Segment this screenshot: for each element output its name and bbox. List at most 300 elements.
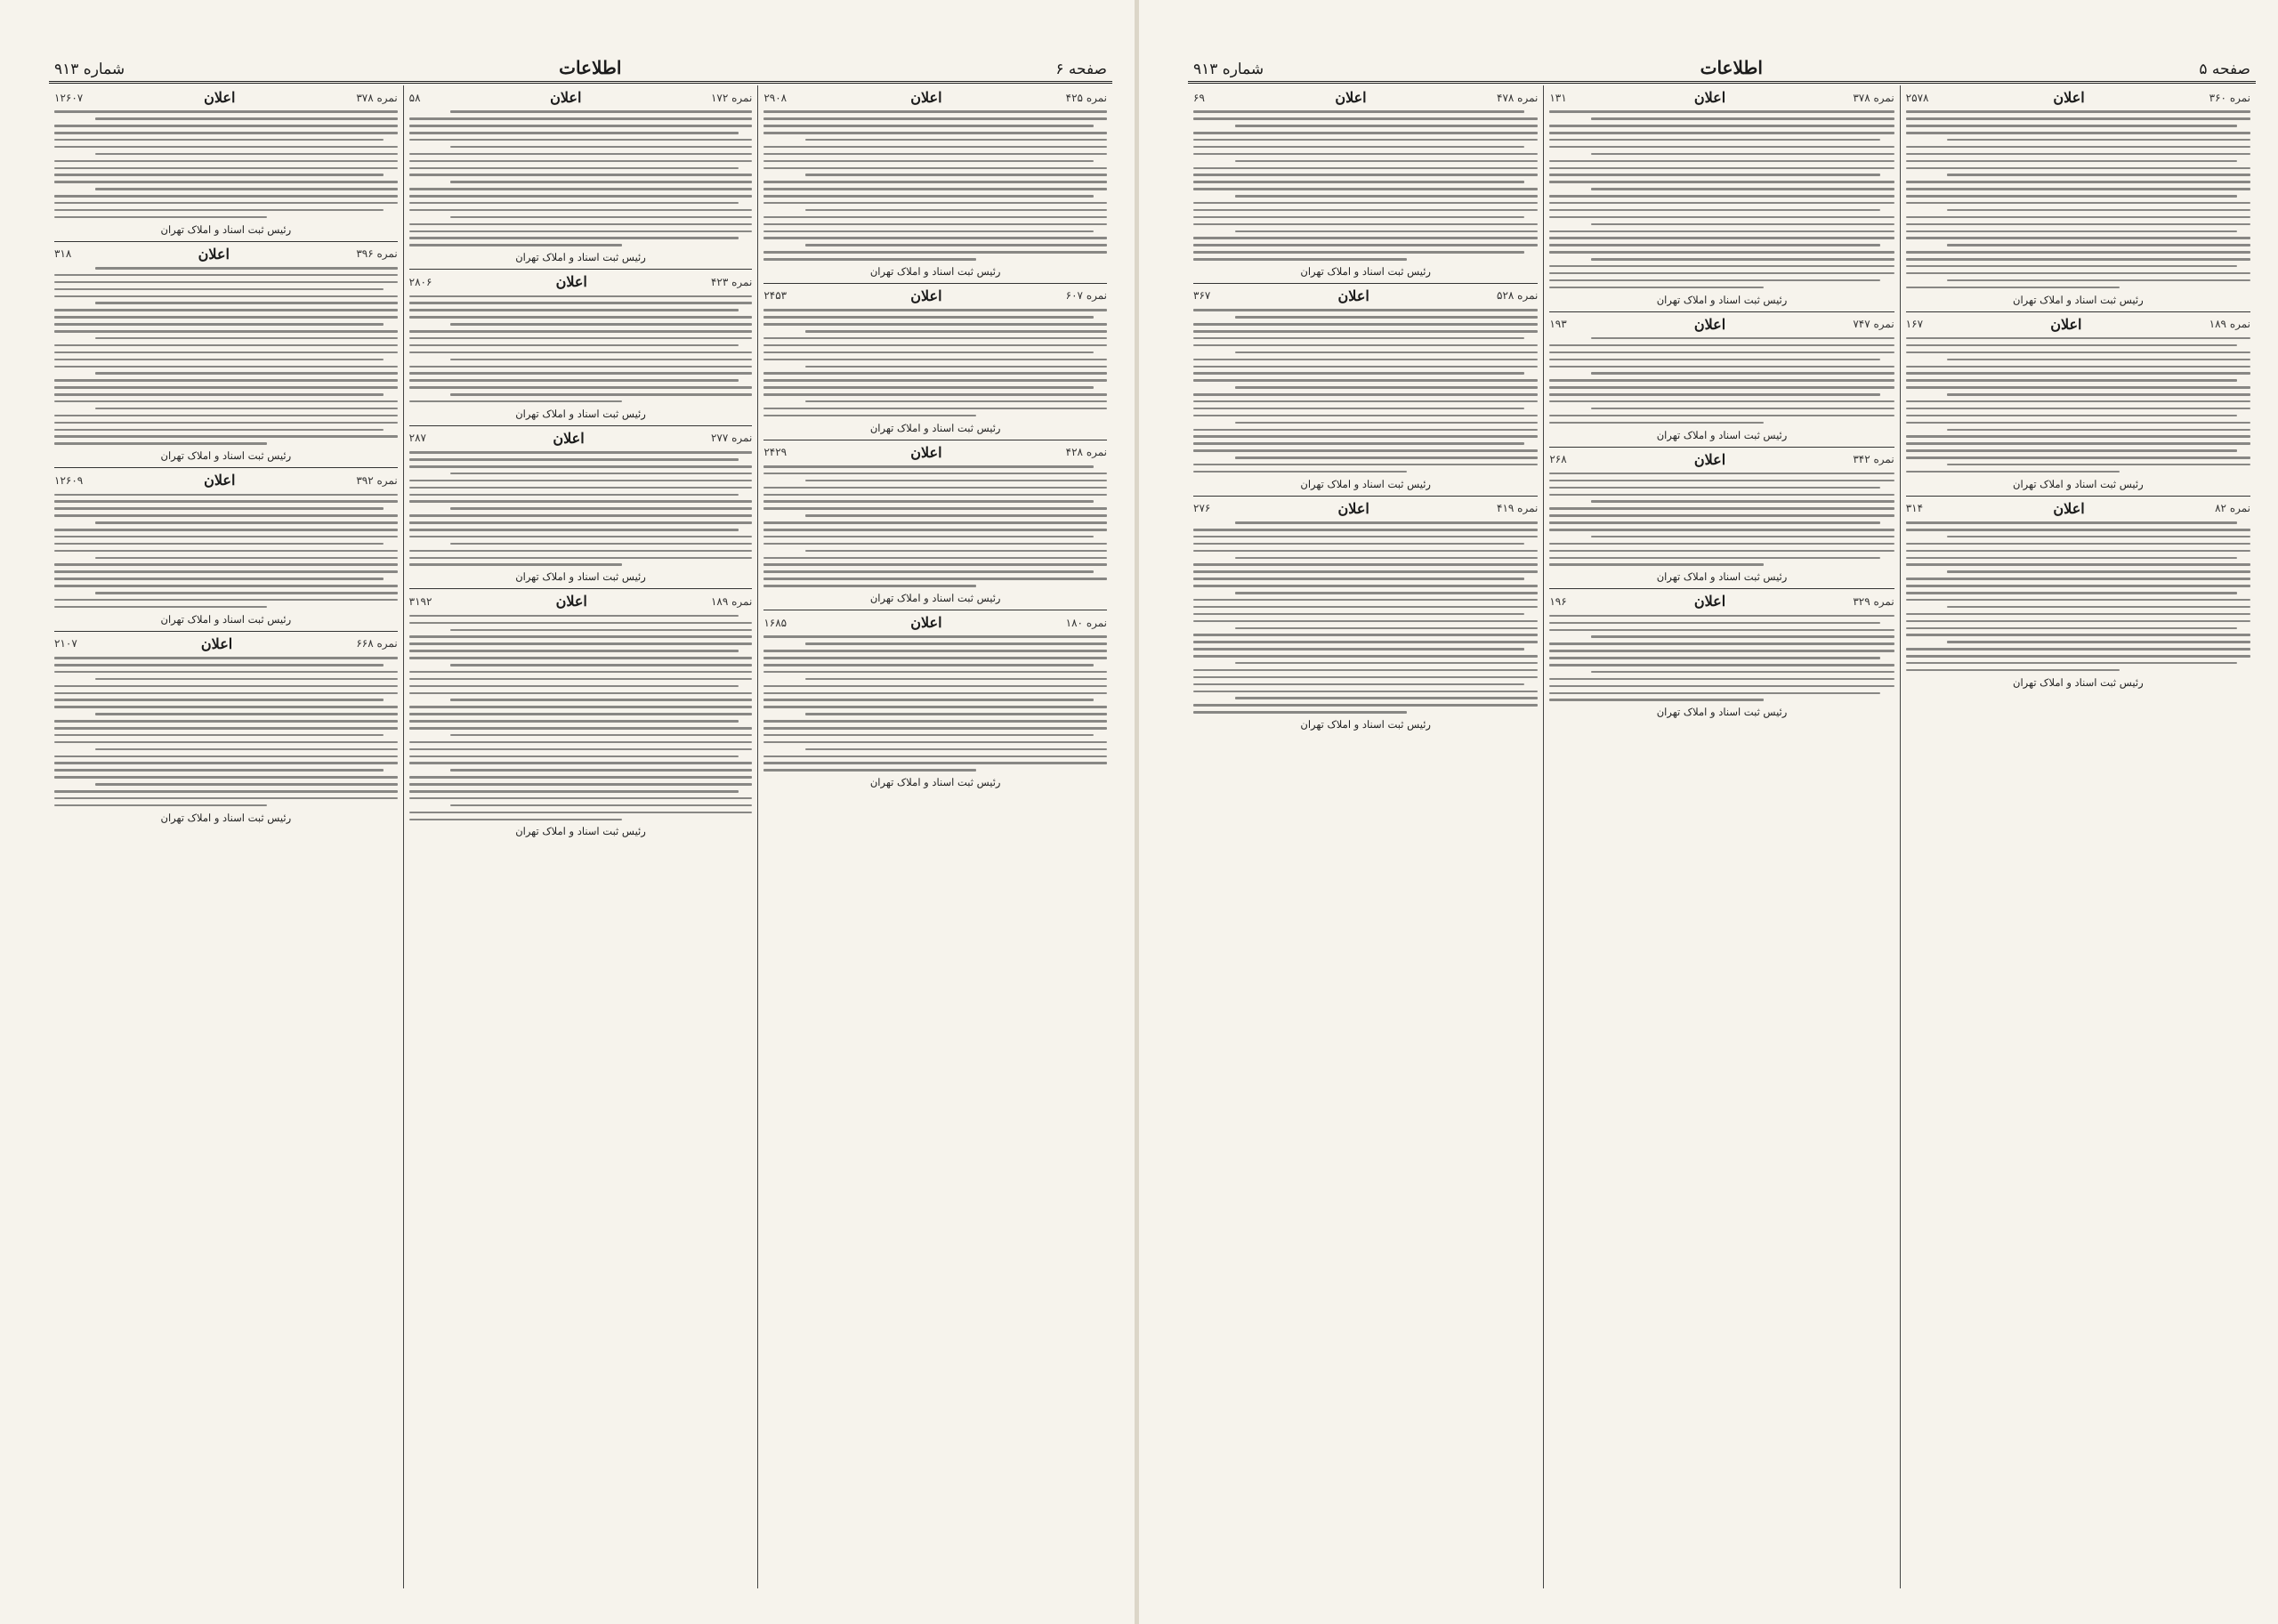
- text-line: [1549, 699, 1763, 701]
- text-line: [54, 671, 398, 674]
- text-line: [409, 295, 753, 298]
- page-header: [1188, 55, 2256, 84]
- text-line: [1947, 209, 2250, 212]
- page-label: صفحه ۵: [2199, 61, 2250, 78]
- text-line: [409, 209, 753, 212]
- text-line: [1947, 174, 2250, 176]
- text-line: [1193, 251, 1524, 254]
- notice-signature: رئیس ثبت اسناد و املاک تهران: [1656, 706, 1788, 719]
- text-line: [1591, 153, 1894, 156]
- text-line: [54, 202, 398, 205]
- text-line: [1193, 570, 1538, 573]
- text-line: [450, 543, 752, 545]
- text-line: [54, 435, 398, 438]
- text-line: [54, 209, 384, 212]
- text-line: [1906, 146, 2250, 149]
- text-line: [1906, 669, 2120, 672]
- text-line: [1906, 648, 2250, 650]
- text-line: [1549, 181, 1894, 183]
- text-line: [1193, 563, 1538, 566]
- notice-body-text: [1549, 473, 1894, 566]
- text-line: [805, 550, 1107, 553]
- legal-notice: [54, 631, 398, 829]
- text-line: [1549, 379, 1894, 382]
- legal-notice: [763, 85, 1107, 283]
- text-line: [450, 323, 752, 326]
- text-line: [95, 592, 397, 594]
- text-line: [54, 664, 384, 667]
- text-line: [1906, 251, 2250, 254]
- text-line: [763, 529, 1107, 531]
- notice-code: ۱۹۳: [1549, 318, 1567, 331]
- notice-signature: رئیس ثبت اسناد و املاک تهران: [515, 251, 646, 264]
- notice-title: اعلان: [555, 593, 587, 610]
- text-line: [1549, 209, 1880, 212]
- newspaper-page-right: [1139, 0, 2278, 1624]
- text-line: [1906, 422, 2250, 424]
- legal-notice: [1906, 311, 2250, 496]
- notice-header: [409, 273, 753, 290]
- text-line: [1906, 160, 2237, 163]
- text-line: [409, 351, 753, 354]
- text-line: [1549, 132, 1894, 134]
- text-line: [1235, 627, 1539, 630]
- text-line: [1549, 415, 1894, 417]
- text-line: [54, 657, 398, 659]
- text-line: [1549, 480, 1894, 482]
- text-line: [763, 379, 1107, 382]
- text-line: [450, 359, 752, 361]
- text-line: [1591, 671, 1894, 674]
- paper-name: اطلاعات: [559, 57, 622, 78]
- text-line: [1549, 642, 1894, 645]
- text-line: [763, 664, 1093, 667]
- text-line: [1235, 456, 1539, 459]
- text-line: [763, 223, 1107, 226]
- column: [1188, 85, 1543, 1588]
- text-line: [1947, 641, 2250, 643]
- text-line: [1193, 379, 1538, 382]
- text-line: [95, 337, 397, 340]
- text-line: [54, 514, 398, 517]
- text-line: [54, 323, 384, 326]
- text-line: [763, 125, 1093, 127]
- text-line: [763, 323, 1107, 326]
- text-line: [409, 692, 753, 695]
- text-line: [805, 209, 1107, 212]
- text-line: [1549, 400, 1894, 403]
- text-line: [1235, 422, 1539, 424]
- text-line: [763, 769, 976, 772]
- text-line: [1906, 442, 2250, 445]
- text-line: [1906, 578, 2250, 580]
- text-line: [1193, 258, 1407, 261]
- text-line: [1193, 366, 1538, 368]
- text-line: [1549, 487, 1880, 489]
- text-line: [1906, 202, 2250, 205]
- text-line: [763, 734, 1093, 737]
- notice-body-text: [1549, 615, 1894, 701]
- text-line: [1193, 244, 1538, 246]
- text-line: [1549, 279, 1880, 282]
- notice-code: ۱۶۷: [1905, 318, 1924, 331]
- legal-notice: [1193, 496, 1538, 736]
- text-line: [409, 309, 739, 311]
- text-line: [1193, 536, 1538, 538]
- legal-notice: [1906, 496, 2250, 694]
- text-line: [805, 400, 1107, 403]
- legal-notice: [763, 610, 1107, 794]
- text-line: [1906, 258, 2250, 261]
- notice-code: ۲۹۰۸: [763, 91, 788, 104]
- notice-body-text: [54, 657, 398, 806]
- text-line: [763, 563, 1107, 566]
- text-line: [409, 366, 753, 368]
- text-line: [1235, 125, 1539, 127]
- text-line: [1193, 676, 1538, 679]
- text-line: [763, 132, 1107, 134]
- notice-body-text: [763, 309, 1107, 416]
- notice-number: نمره ۴۲۵: [1065, 91, 1107, 104]
- text-line: [1906, 529, 2250, 531]
- text-line: [1235, 351, 1539, 354]
- text-line: [1235, 592, 1539, 594]
- text-line: [1906, 599, 2250, 602]
- notice-signature: رئیس ثبت اسناد و املاک تهران: [515, 407, 646, 420]
- text-line: [1947, 279, 2250, 282]
- text-line: [763, 755, 1107, 758]
- text-line: [95, 117, 397, 120]
- notice-header: [54, 246, 398, 263]
- columns: [1188, 85, 2256, 1588]
- text-line: [763, 146, 1107, 149]
- text-line: [1193, 429, 1538, 432]
- text-line: [54, 139, 384, 141]
- text-line: [409, 195, 753, 198]
- text-line: [54, 769, 384, 772]
- legal-notice: [409, 425, 753, 589]
- text-line: [1549, 543, 1894, 545]
- notice-header: [1906, 316, 2250, 333]
- legal-notice: [1549, 85, 1894, 311]
- notice-header: [1193, 500, 1538, 517]
- text-line: [805, 174, 1107, 176]
- text-line: [1906, 287, 2120, 289]
- text-line: [1549, 557, 1880, 560]
- text-line: [1906, 415, 2237, 417]
- text-line: [409, 783, 753, 786]
- text-line: [1591, 408, 1894, 410]
- text-line: [1591, 500, 1894, 503]
- text-line: [54, 429, 384, 432]
- text-line: [805, 330, 1107, 333]
- notice-code: ۳۱۸: [53, 247, 72, 261]
- text-line: [1906, 449, 2237, 452]
- text-line: [409, 160, 753, 163]
- column: [49, 85, 403, 1588]
- text-line: [763, 181, 1107, 183]
- text-line: [1193, 393, 1538, 396]
- text-line: [1591, 117, 1894, 120]
- text-line: [1947, 359, 2250, 361]
- text-line: [1235, 386, 1539, 389]
- text-line: [1549, 351, 1894, 354]
- notice-signature: رئیس ثبت اسناد و املاک تهران: [1300, 718, 1431, 731]
- notice-body-text: [1193, 309, 1538, 473]
- text-line: [1549, 494, 1894, 497]
- notice-title: اعلان: [2053, 499, 2085, 517]
- legal-notice: [1906, 85, 2250, 311]
- text-line: [763, 500, 1093, 503]
- text-line: [1235, 230, 1539, 233]
- text-line: [1947, 244, 2250, 246]
- notice-signature: رئیس ثبت اسناد و املاک تهران: [869, 592, 1001, 605]
- notice-header: [409, 89, 753, 106]
- text-line: [54, 570, 398, 573]
- text-line: [54, 415, 398, 417]
- text-line: [1906, 585, 2250, 587]
- text-line: [450, 216, 752, 219]
- text-line: [409, 117, 753, 120]
- text-line: [1193, 188, 1538, 190]
- notice-number: نمره ۶۰۷: [1065, 289, 1107, 303]
- text-line: [450, 473, 752, 475]
- text-line: [763, 110, 1107, 113]
- text-line: [1906, 386, 2250, 389]
- text-line: [1193, 543, 1524, 545]
- text-line: [763, 635, 1107, 638]
- text-line: [763, 494, 1107, 497]
- text-line: [763, 650, 1107, 652]
- notice-signature: رئیس ثبت اسناد و املاک تهران: [869, 776, 1001, 789]
- text-line: [763, 188, 1107, 190]
- text-line: [1235, 521, 1539, 524]
- text-line: [1947, 606, 2250, 609]
- text-line: [1193, 146, 1524, 149]
- legal-notice: [409, 588, 753, 843]
- notice-header: [409, 430, 753, 447]
- notice-number: نمره ۷۴۷: [1853, 318, 1894, 331]
- text-line: [1549, 160, 1894, 163]
- notice-header: [1906, 500, 2250, 517]
- notice-code: ۳۱۹۲: [408, 594, 432, 608]
- issue-number: شماره ۹۱۳: [1193, 61, 1264, 78]
- notice-title: اعلان: [204, 472, 236, 489]
- text-line: [54, 386, 398, 389]
- notice-header: [1549, 89, 1894, 106]
- notice-code: ۶۹: [1193, 91, 1205, 104]
- text-line: [54, 274, 398, 277]
- text-line: [763, 202, 1107, 205]
- text-line: [54, 606, 267, 609]
- notice-header: [54, 472, 398, 489]
- text-line: [409, 316, 753, 319]
- notice-body-text: [1549, 337, 1894, 424]
- text-line: [54, 790, 398, 793]
- notice-code: ۱۳۱: [1549, 91, 1567, 104]
- text-line: [1906, 195, 2237, 198]
- text-line: [1549, 615, 1894, 618]
- notice-title: اعلان: [200, 634, 233, 652]
- legal-notice: [54, 467, 398, 631]
- text-line: [1906, 662, 2237, 665]
- text-line: [409, 678, 753, 681]
- text-line: [54, 160, 398, 163]
- notice-header: [763, 614, 1107, 631]
- text-line: [409, 132, 739, 134]
- text-line: [763, 393, 1107, 396]
- text-line: [1193, 449, 1538, 452]
- notice-code: ۲۸۷: [408, 432, 426, 445]
- text-line: [1193, 110, 1524, 113]
- text-line: [763, 237, 1107, 239]
- notice-signature: رئیس ثبت اسناد و املاک تهران: [869, 264, 1001, 278]
- notice-code: ۳۶۷: [1193, 289, 1211, 303]
- text-line: [763, 557, 1107, 560]
- text-line: [1549, 514, 1894, 517]
- text-line: [763, 251, 1107, 254]
- notice-body-text: [1193, 110, 1538, 260]
- notice-number: نمره ۱۸۰: [1065, 616, 1107, 629]
- text-line: [1549, 563, 1763, 566]
- text-line: [409, 748, 753, 751]
- text-line: [1906, 620, 2250, 623]
- text-line: [763, 536, 1093, 538]
- text-line: [1193, 464, 1538, 466]
- text-line: [1193, 606, 1538, 609]
- notice-number: نمره ۳۴۲: [1853, 453, 1894, 466]
- columns: [49, 85, 1112, 1588]
- text-line: [1193, 400, 1538, 403]
- text-line: [763, 507, 1107, 510]
- text-line: [1549, 507, 1894, 510]
- text-line: [1947, 429, 2250, 432]
- text-line: [1906, 188, 2250, 190]
- text-line: [1906, 351, 2250, 354]
- notice-number: نمره ۳۹۶: [356, 247, 398, 261]
- text-line: [763, 216, 1107, 219]
- text-line: [1193, 634, 1538, 636]
- notice-title: اعلان: [198, 245, 230, 263]
- notice-code: ۱۹۶: [1549, 594, 1567, 608]
- notice-body-text: [1906, 337, 2250, 473]
- text-line: [763, 543, 1107, 545]
- text-line: [1193, 337, 1524, 340]
- text-line: [409, 635, 753, 638]
- text-line: [54, 720, 398, 723]
- legal-notice: [1193, 283, 1538, 496]
- text-line: [1549, 344, 1894, 347]
- text-line: [763, 386, 1093, 389]
- column: [1543, 85, 1899, 1588]
- text-line: [54, 366, 398, 368]
- notice-body-text: [763, 465, 1107, 587]
- text-line: [409, 188, 753, 190]
- text-line: [54, 500, 398, 503]
- text-line: [763, 337, 1107, 340]
- column: [1900, 85, 2256, 1588]
- text-line: [1193, 216, 1524, 219]
- notice-title: اعلان: [1693, 593, 1726, 610]
- text-line: [1906, 655, 2250, 658]
- text-line: [1193, 153, 1538, 156]
- text-line: [1193, 613, 1524, 616]
- text-line: [1906, 223, 2250, 226]
- notice-number: نمره ۴۲۸: [1065, 446, 1107, 459]
- issue-number: شماره ۹۱۳: [54, 61, 125, 78]
- notice-number: نمره ۸۲: [2215, 502, 2250, 515]
- notice-header: [1549, 451, 1894, 468]
- text-line: [1906, 627, 2237, 630]
- text-line: [1193, 174, 1538, 176]
- text-line: [763, 578, 1107, 580]
- text-line: [1906, 563, 2250, 566]
- text-line: [1549, 251, 1894, 254]
- text-line: [1906, 521, 2237, 524]
- legal-notice: [54, 241, 398, 468]
- notice-title: اعلان: [1693, 315, 1726, 333]
- text-line: [1947, 393, 2250, 396]
- text-line: [95, 748, 397, 751]
- text-line: [1906, 110, 2250, 113]
- text-line: [409, 330, 753, 333]
- text-line: [805, 480, 1107, 482]
- notice-body-text: [763, 110, 1107, 260]
- text-line: [1193, 599, 1538, 602]
- text-line: [1591, 188, 1894, 190]
- text-line: [805, 139, 1107, 141]
- text-line: [409, 521, 753, 524]
- text-line: [1193, 372, 1524, 375]
- text-line: [409, 386, 753, 389]
- text-line: [763, 473, 1107, 475]
- text-line: [450, 699, 752, 701]
- text-line: [1549, 678, 1894, 681]
- notice-number: نمره ۴۷۸: [1497, 91, 1539, 104]
- text-line: [1906, 471, 2120, 473]
- text-line: [763, 153, 1107, 156]
- notice-title: اعلان: [1337, 287, 1369, 304]
- column: [757, 85, 1112, 1588]
- text-line: [54, 400, 398, 403]
- text-line: [763, 465, 1093, 468]
- text-line: [409, 557, 753, 560]
- text-line: [409, 230, 753, 233]
- text-line: [763, 741, 1107, 744]
- text-line: [409, 797, 753, 800]
- text-line: [1549, 521, 1880, 524]
- notice-signature: رئیس ثبت اسناد و املاک تهران: [1656, 293, 1788, 306]
- text-line: [763, 372, 1107, 375]
- notice-title: اعلان: [2050, 315, 2082, 333]
- notice-body-text: [54, 267, 398, 445]
- notice-body-text: [54, 110, 398, 218]
- text-line: [1193, 648, 1524, 650]
- notice-signature: رئیس ثبت اسناد و املاک تهران: [1300, 264, 1431, 278]
- text-line: [409, 237, 739, 239]
- text-line: [1549, 202, 1894, 205]
- text-line: [1549, 216, 1894, 219]
- text-line: [763, 521, 1107, 524]
- text-line: [54, 692, 398, 695]
- text-line: [1906, 543, 2250, 545]
- text-line: [763, 727, 1107, 730]
- text-line: [1549, 629, 1894, 632]
- notice-signature: رئیس ثبت اسناد و املاک تهران: [160, 222, 292, 236]
- text-line: [1549, 473, 1894, 475]
- text-line: [1235, 662, 1539, 665]
- notice-code: ۲۱۰۷: [53, 637, 77, 650]
